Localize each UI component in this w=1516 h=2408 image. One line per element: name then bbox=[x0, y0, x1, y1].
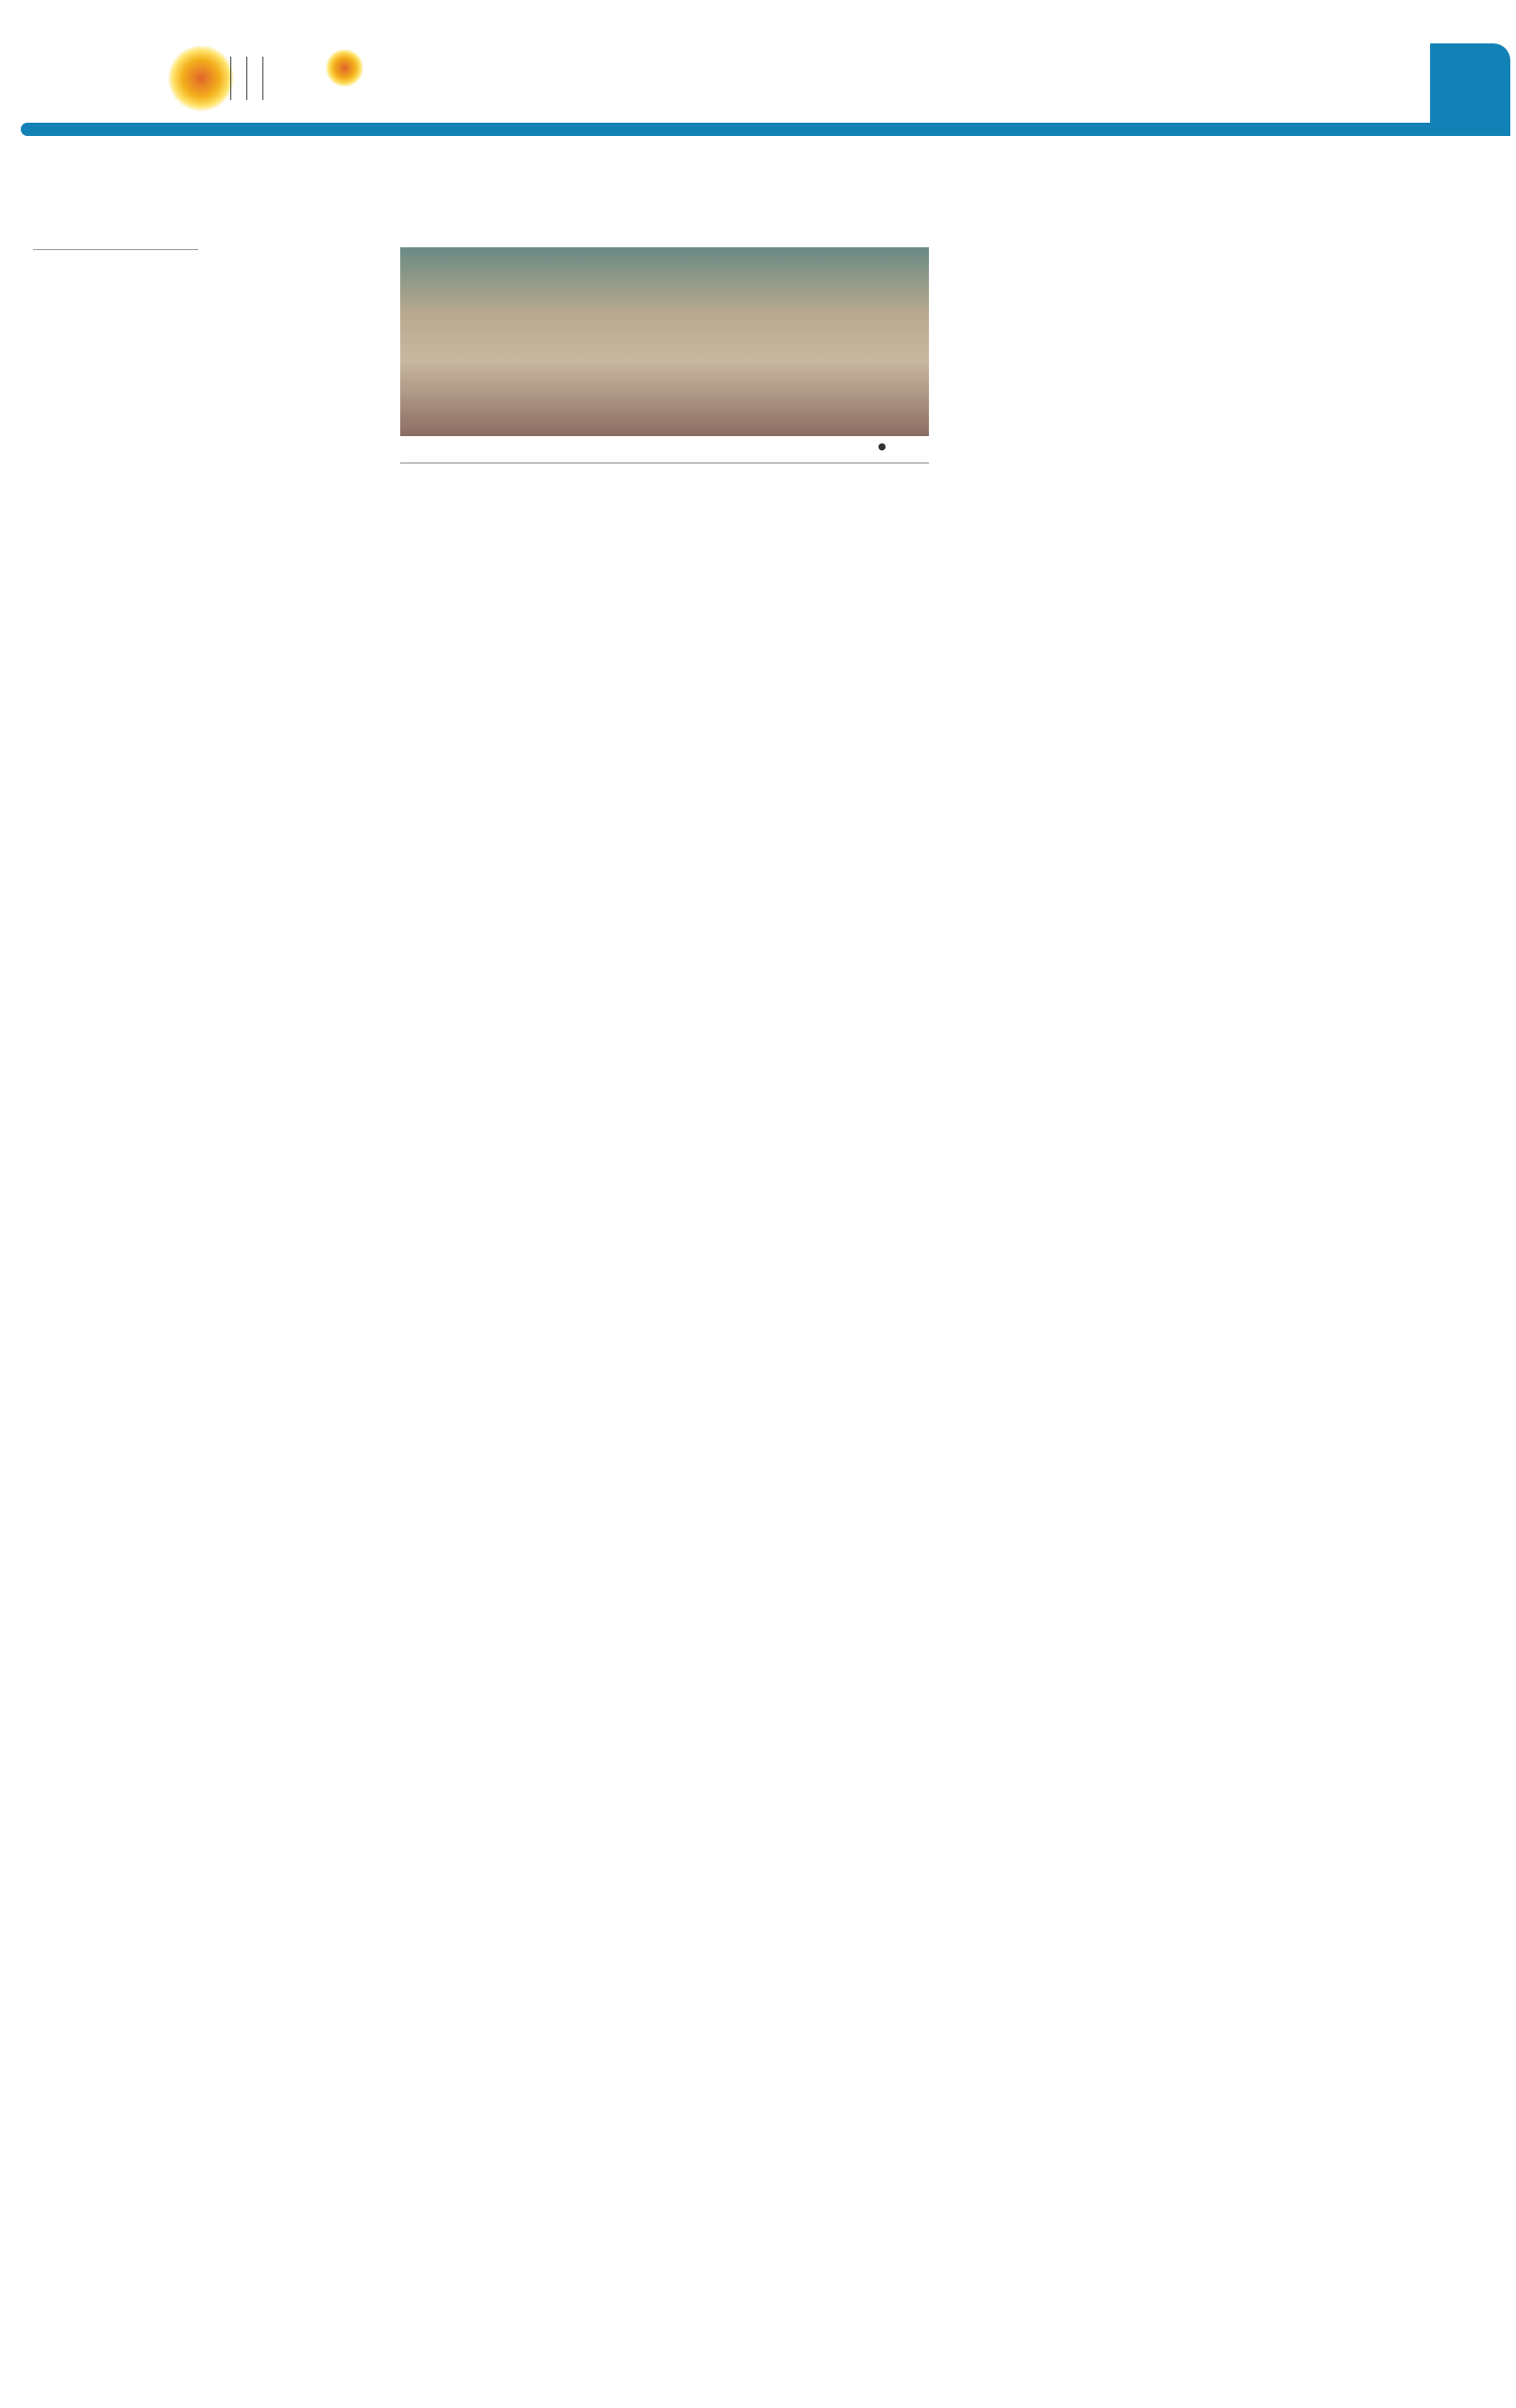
weather-panel bbox=[223, 57, 271, 100]
page-number bbox=[1430, 43, 1510, 136]
sunrise-icon bbox=[326, 49, 363, 87]
divider bbox=[262, 57, 263, 100]
divider bbox=[246, 57, 247, 100]
story1-byline bbox=[33, 244, 198, 250]
story1-photo bbox=[400, 247, 929, 436]
masthead-bar bbox=[21, 123, 1456, 136]
story1-col1 bbox=[33, 274, 198, 477]
story1-photo-credit: ● bbox=[878, 442, 886, 452]
divider bbox=[230, 57, 231, 100]
story1-col2 bbox=[215, 247, 395, 474]
